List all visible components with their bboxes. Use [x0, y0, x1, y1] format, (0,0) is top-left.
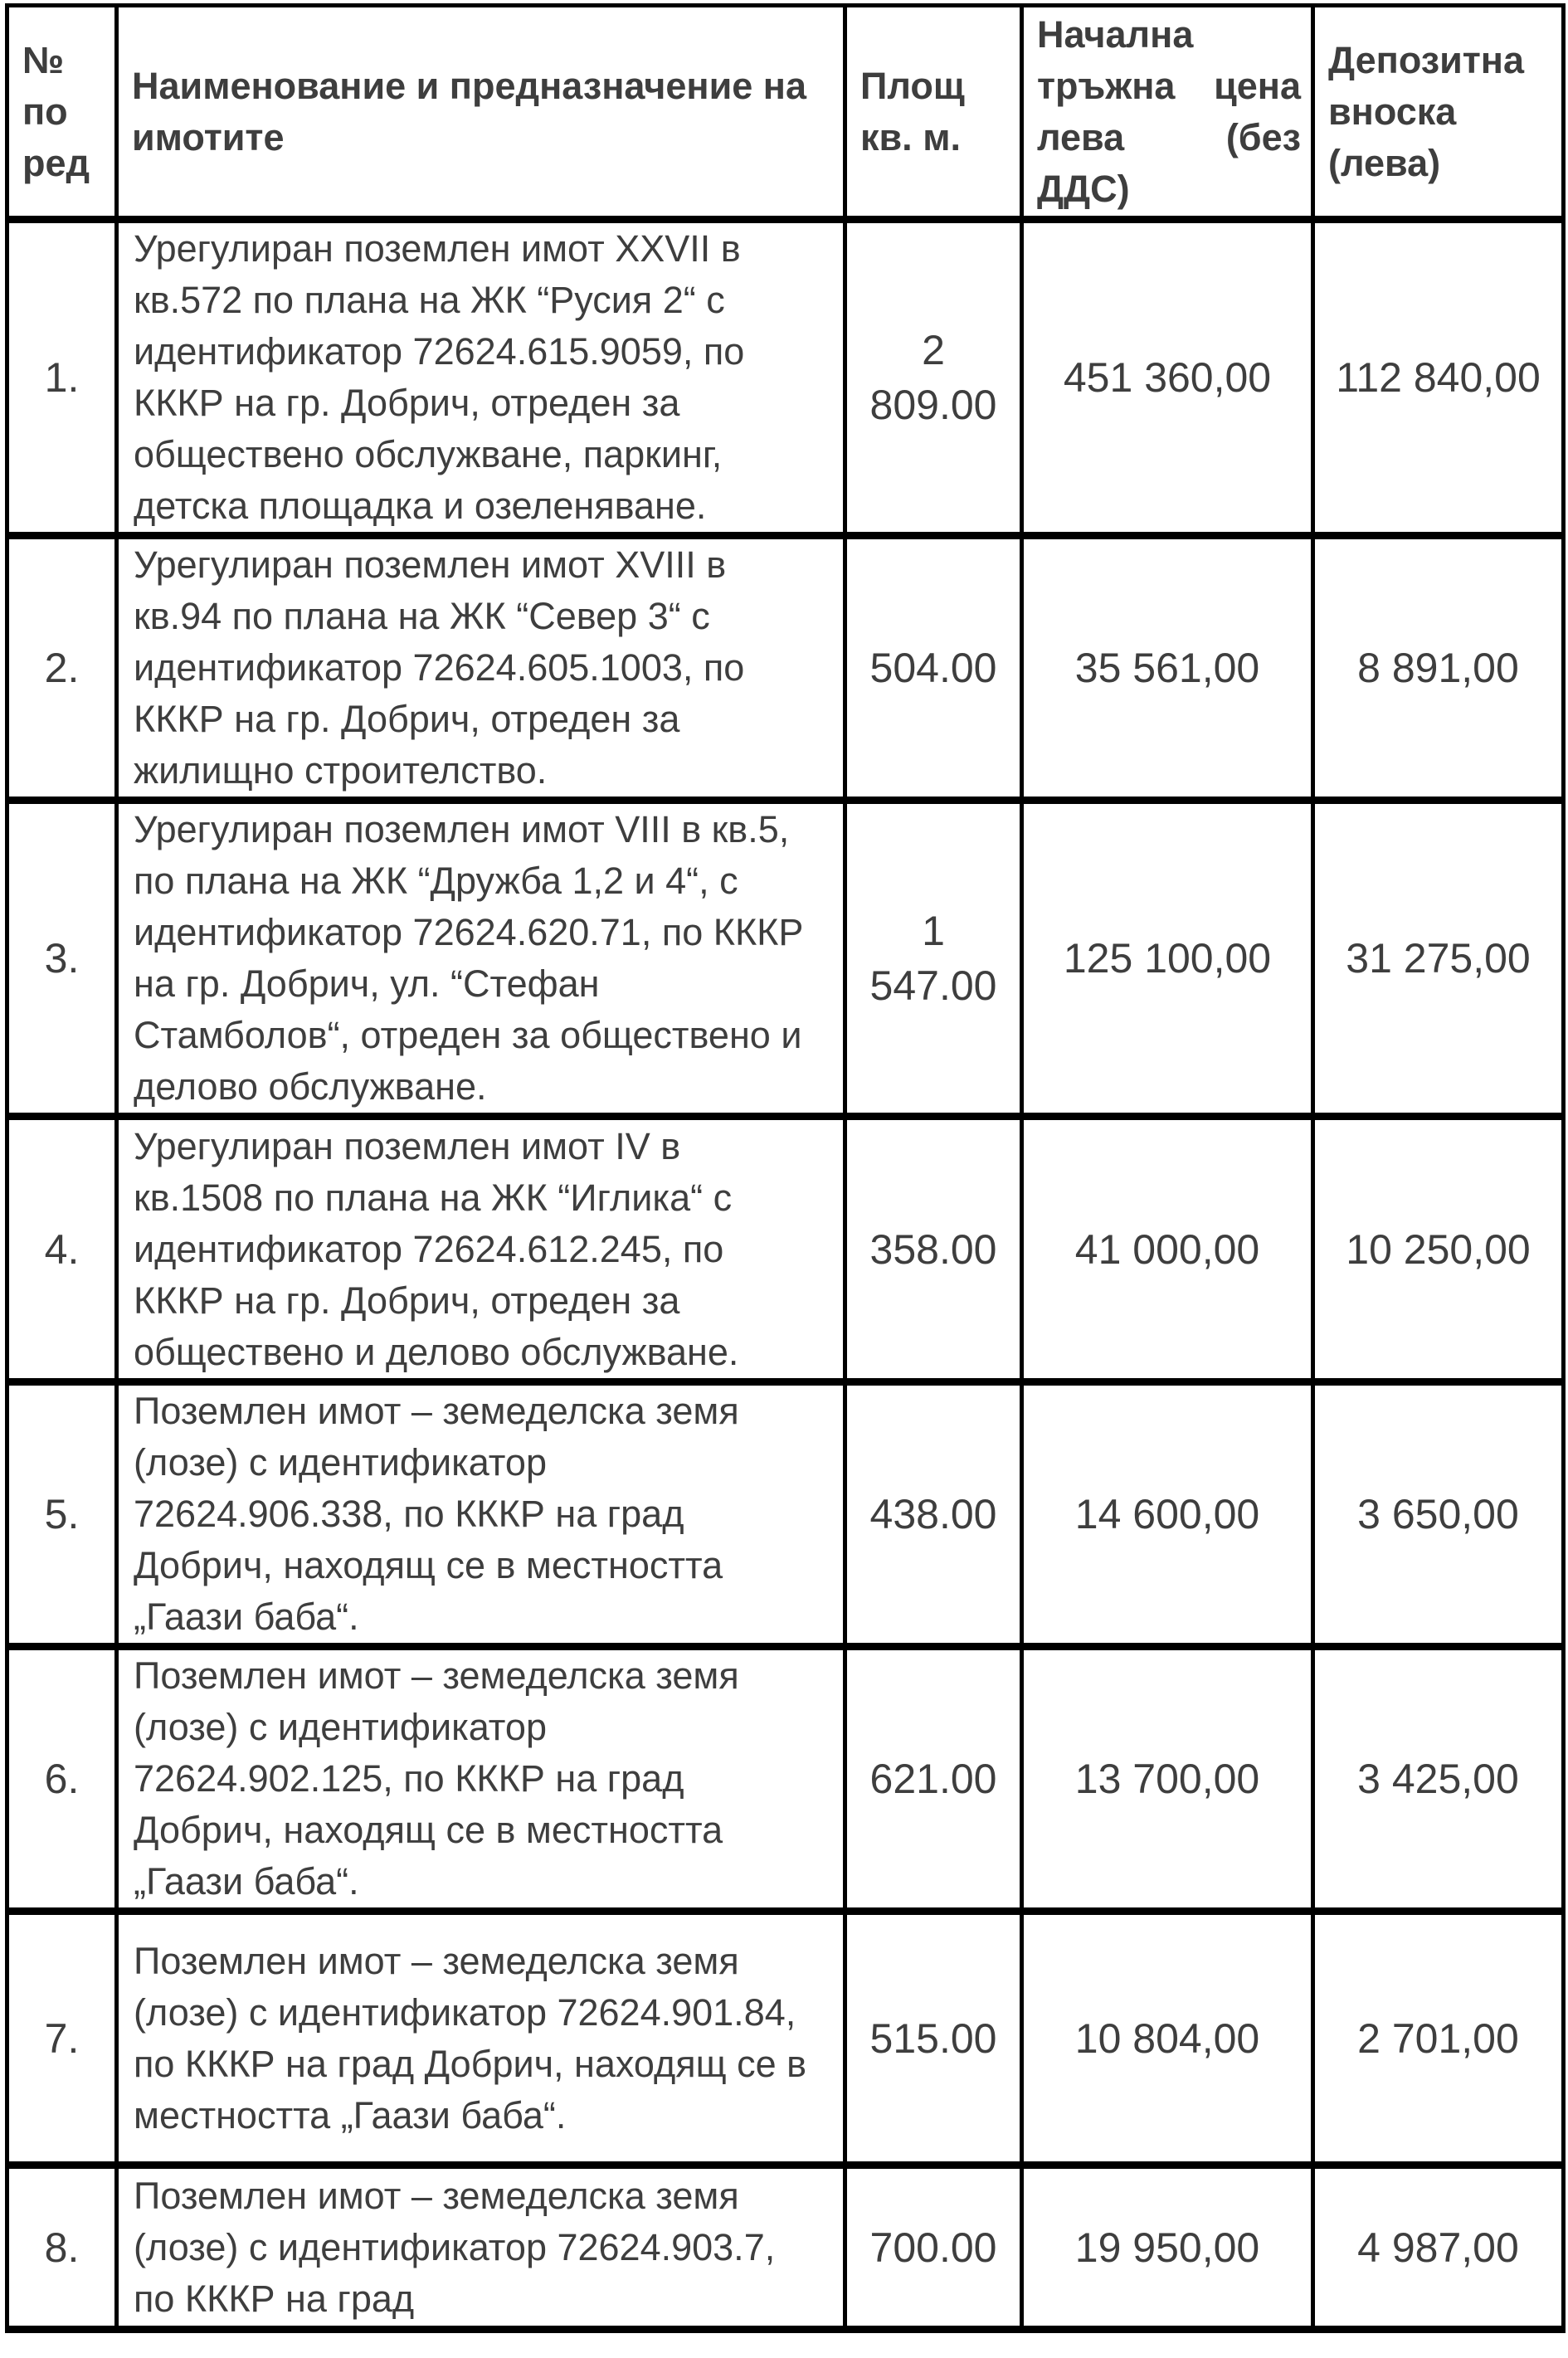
row-number-cell: 7. [7, 1912, 117, 2166]
area-cell: 515.00 [845, 1912, 1022, 2166]
header-deposit: Депозитна вноска (лева) [1313, 6, 1564, 220]
deposit-cell: 8 891,00 [1313, 536, 1564, 801]
property-description-cell: Урегулиран поземлен имот VIII в кв.5, по плана на ЖК “Дружба 1,2 и 4“, с идентификатор 72624.620.71, по КККР на гр. Добрич, ул. “Стефан Стамболов“, отреден за обществено и делово обслужване. [117, 801, 845, 1117]
header-property-name: Наименование и предназначение на имотите [117, 6, 845, 220]
table-row [7, 801, 1564, 1117]
deposit-cell: 3 425,00 [1313, 1647, 1564, 1912]
property-description-cell: Поземлен имот – земеделска земя (лозе) с идентификатор 72624.901.84, по КККР на град Добрич, находящ се в местността „Гаази баба“. [117, 1912, 845, 2166]
deposit-cell: 31 275,00 [1313, 801, 1564, 1117]
row-number-cell: 6. [7, 1647, 117, 1912]
table-row [7, 536, 1564, 801]
table-row [7, 1117, 1564, 1382]
area-cell: 2 809.00 [845, 220, 1022, 536]
row-number-cell: 3. [7, 801, 117, 1117]
table-row [7, 1912, 1564, 2166]
header-area: Площ кв. м. [845, 6, 1022, 220]
property-description-cell: Урегулиран поземлен имот IV в кв.1508 по плана на ЖК “Иглика“ с идентификатор 72624.612.245, по КККР на гр. Добрич, отреден за обществено и делово обслужване. [117, 1117, 845, 1382]
row-number-cell: 1. [7, 220, 117, 536]
starting-price-cell: 13 700,00 [1022, 1647, 1313, 1912]
row-number-cell: 4. [7, 1117, 117, 1382]
row-number-cell: 5. [7, 1382, 117, 1647]
starting-price-cell: 41 000,00 [1022, 1117, 1313, 1382]
table-row [7, 220, 1564, 536]
table-row [7, 2166, 1564, 2330]
properties-auction-table [5, 3, 1566, 2333]
area-cell: 438.00 [845, 1382, 1022, 1647]
starting-price-cell: 14 600,00 [1022, 1382, 1313, 1647]
table-row [7, 1382, 1564, 1647]
starting-price-cell: 125 100,00 [1022, 801, 1313, 1117]
header-starting-price: Начална тръжна цена лева (без ДДС) [1022, 6, 1313, 220]
table-row [7, 1647, 1564, 1912]
area-cell: 358.00 [845, 1117, 1022, 1382]
property-description-cell: Урегулиран поземлен имот XVIII в кв.94 по плана на ЖК “Север 3“ с идентификатор 72624.605.1003, по КККР на гр. Добрич, отреден за жилищно строителство. [117, 536, 845, 801]
starting-price-cell: 10 804,00 [1022, 1912, 1313, 2166]
property-description-cell: Поземлен имот – земеделска земя (лозе) с идентификатор 72624.906.338, по КККР на град Добрич, находящ се в местността „Гаази баба“. [117, 1382, 845, 1647]
property-description-cell: Урегулиран поземлен имот XXVII в кв.572 по плана на ЖК “Русия 2“ с идентификатор 72624.615.9059, по КККР на гр. Добрич, отреден за обществено обслужване, паркинг, детска площадка и озеленяване. [117, 220, 845, 536]
area-cell: 621.00 [845, 1647, 1022, 1912]
area-cell: 504.00 [845, 536, 1022, 801]
property-description-cell: Поземлен имот – земеделска земя (лозе) с идентификатор 72624.903.7, по КККР на град [117, 2166, 845, 2330]
area-cell: 1 547.00 [845, 801, 1022, 1117]
area-cell: 700.00 [845, 2166, 1022, 2330]
deposit-cell: 4 987,00 [1313, 2166, 1564, 2330]
starting-price-cell: 35 561,00 [1022, 536, 1313, 801]
starting-price-cell: 451 360,00 [1022, 220, 1313, 536]
deposit-cell: 112 840,00 [1313, 220, 1564, 536]
starting-price-cell: 19 950,00 [1022, 2166, 1313, 2330]
row-number-cell: 2. [7, 536, 117, 801]
row-number-cell: 8. [7, 2166, 117, 2330]
deposit-cell: 10 250,00 [1313, 1117, 1564, 1382]
deposit-cell: 2 701,00 [1313, 1912, 1564, 2166]
header-row-number: № по ред [7, 6, 117, 220]
deposit-cell: 3 650,00 [1313, 1382, 1564, 1647]
property-description-cell: Поземлен имот – земеделска земя (лозе) с идентификатор 72624.902.125, по КККР на град Добрич, находящ се в местността „Гаази баба“. [117, 1647, 845, 1912]
table-header-row [7, 6, 1564, 220]
